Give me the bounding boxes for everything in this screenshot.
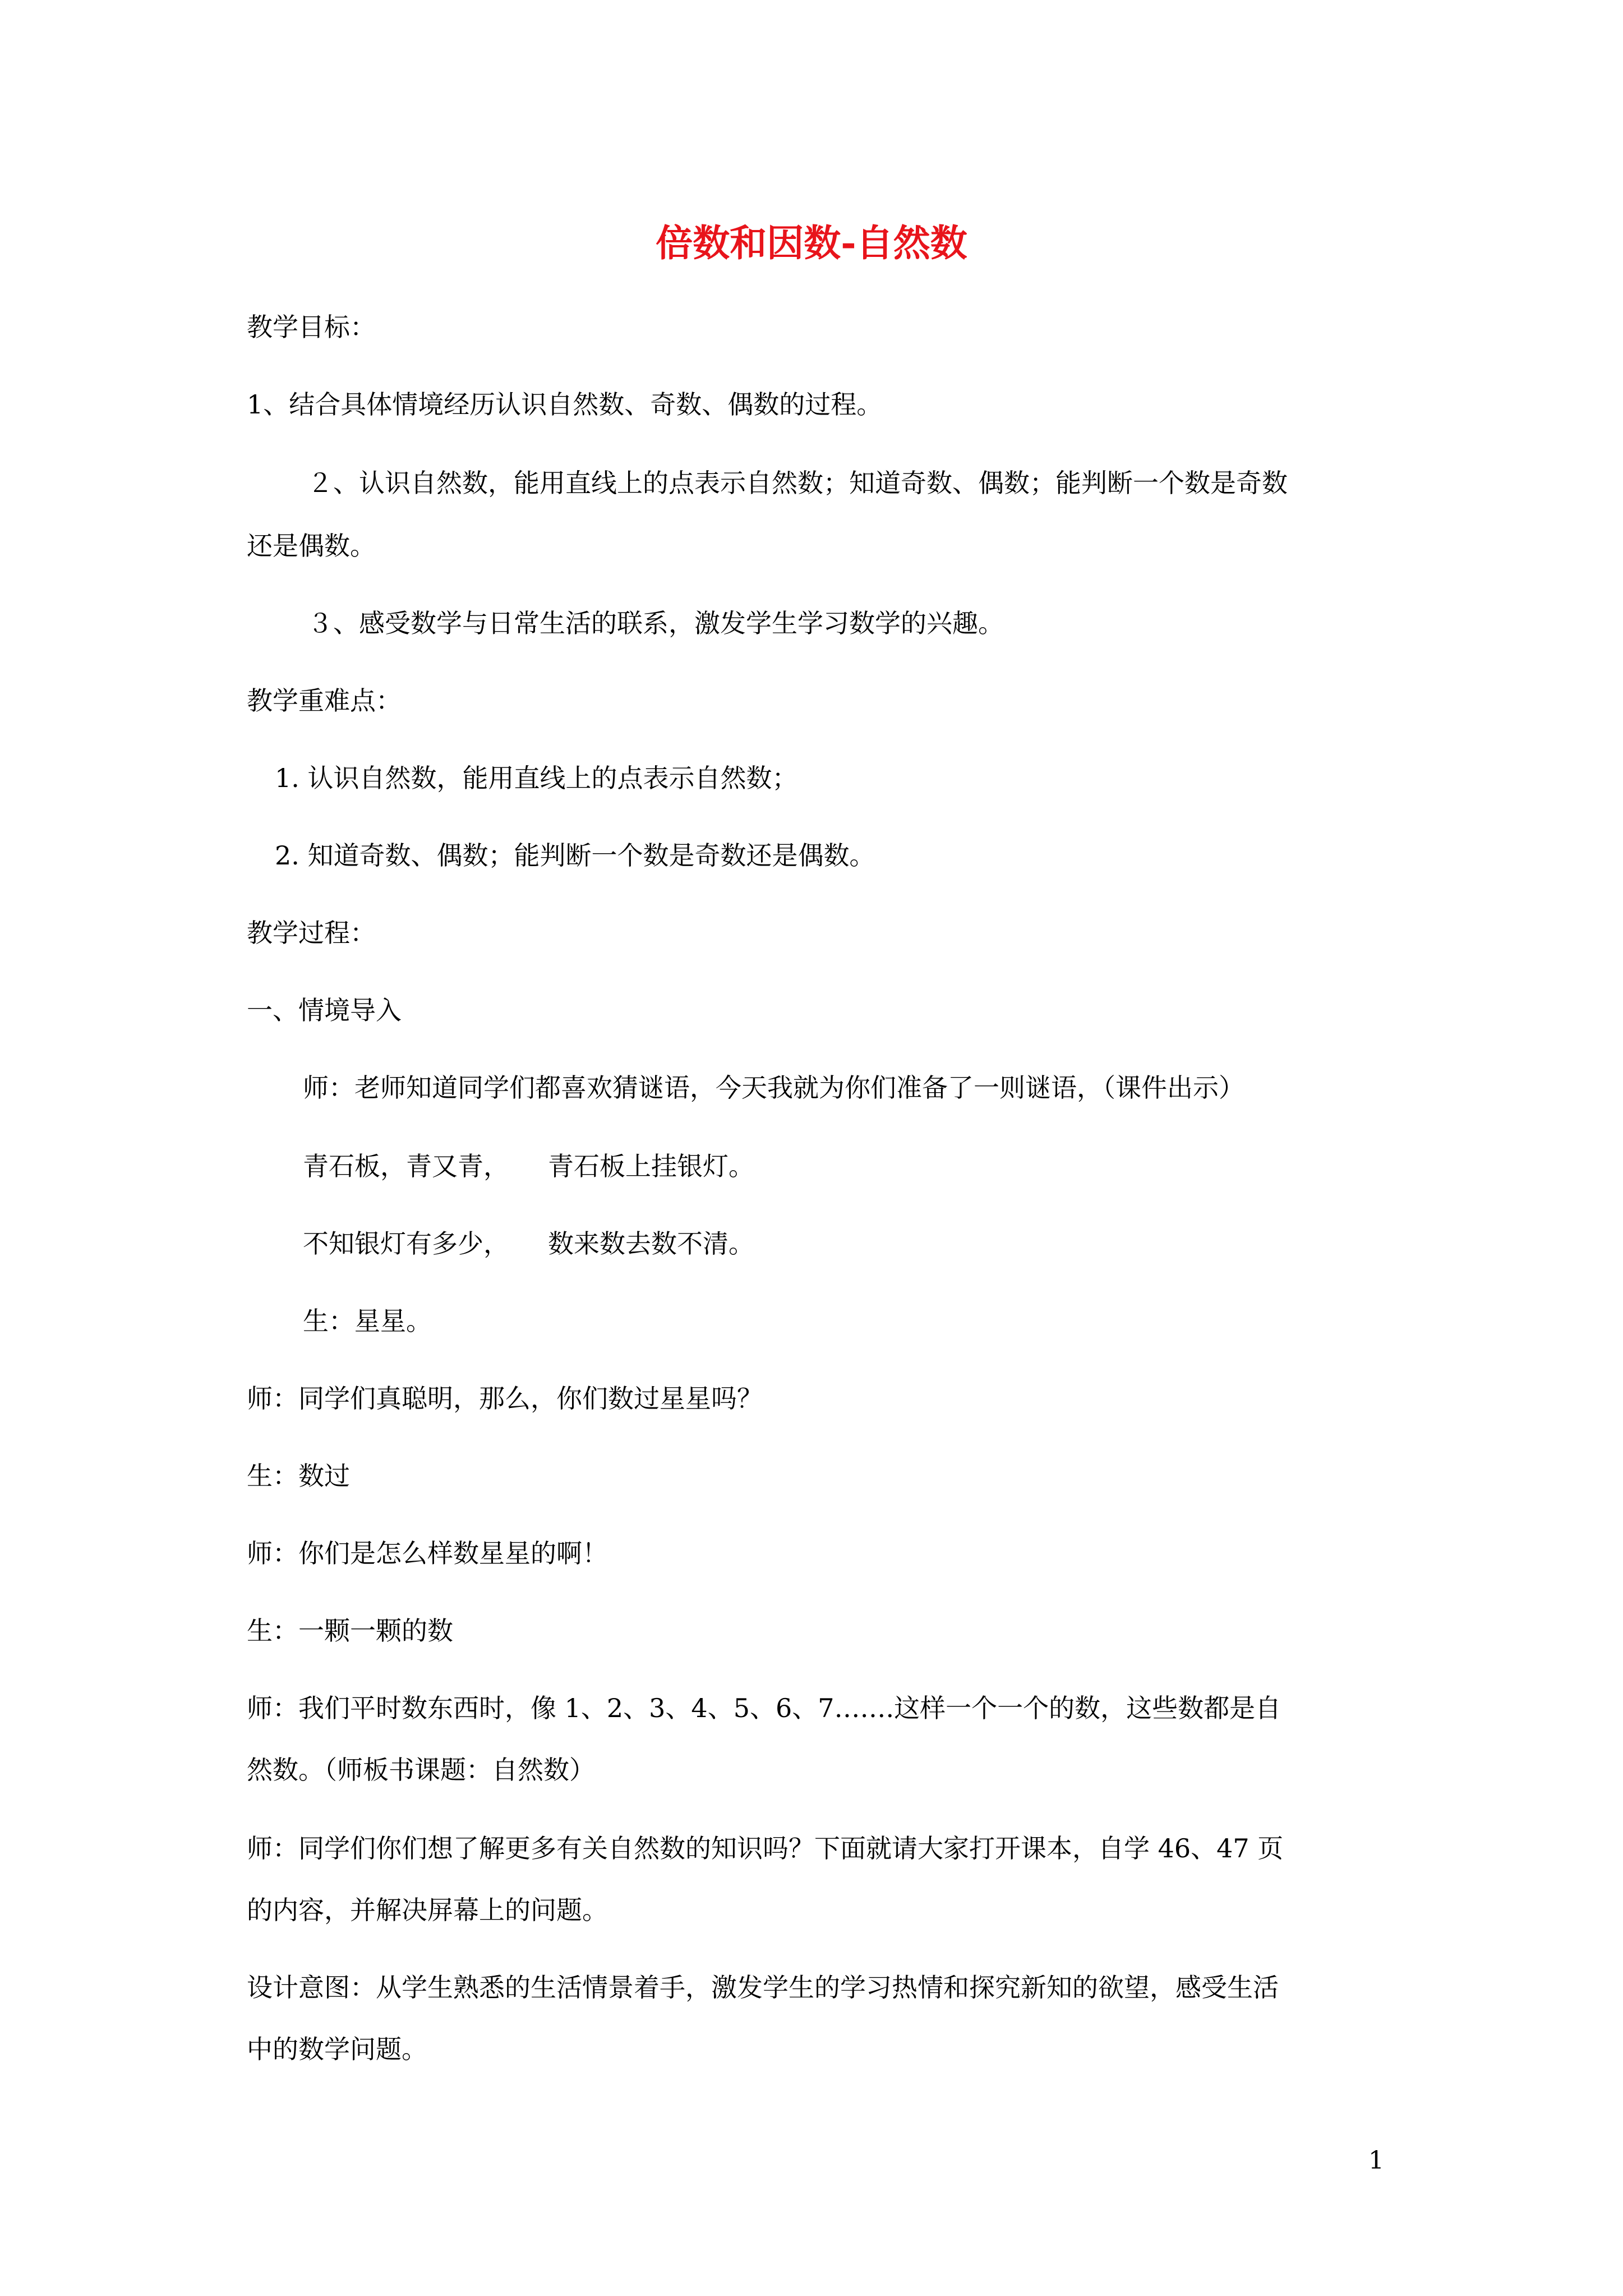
riddle-line: 不知银灯有多少， 数来数去数不清。 [303, 1228, 754, 1259]
design-intent: 设计意图：从学生熟悉的生活情景着手，激发学生的学习热情和探究新知的欲望，感受生活 [247, 1972, 1279, 2003]
dialogue-line: 生：星星。 [303, 1306, 432, 1336]
dialogue-line-continuation: 的内容，并解决屏幕上的问题。 [247, 1895, 608, 1925]
dialogue-line: 生：一颗一颗的数 [247, 1616, 453, 1646]
dialogue-line: 师：我们平时数东西时，像 1、2、3、4、5、6、7…….这样一个一个的数，这些数都是自 [247, 1693, 1281, 1723]
goal-item-2-continuation: 还是偶数。 [247, 531, 376, 561]
process-heading: 教学过程： [247, 918, 376, 948]
riddle-line: 青石板，青又青， 青石板上挂银灯。 [303, 1151, 754, 1181]
dialogue-line: 师：你们是怎么样数星星的啊！ [247, 1538, 608, 1568]
document-title: 倍数和因数-自然数 [656, 221, 967, 265]
key-point-1: 1. 认识自然数，能用直线上的点表示自然数； [275, 763, 798, 793]
dialogue-line: 师：同学们真聪明，那么，你们数过星星吗？ [247, 1383, 763, 1414]
dialogue-line-continuation: 然数。（师板书课题：自然数） [247, 1755, 595, 1785]
section-1-heading: 一、情境导入 [247, 995, 402, 1025]
goal-item-1: 1、结合具体情境经历认识自然数、奇数、偶数的过程。 [247, 389, 883, 420]
dialogue-line: 师：老师知道同学们都喜欢猜谜语，今天我就为你们准备了一则谜语，（课件出示） [303, 1073, 1244, 1103]
dialogue-line: 生：数过 [247, 1461, 350, 1491]
design-intent-continuation: 中的数学问题。 [247, 2034, 427, 2064]
dialogue-line: 师：同学们你们想了解更多有关自然数的知识吗？下面就请大家打开课本，自学 46、47 页 [247, 1833, 1284, 1864]
page-number: 1 [1368, 2146, 1384, 2175]
key-point-2: 2. 知道奇数、偶数；能判断一个数是奇数还是偶数。 [275, 840, 875, 871]
teaching-goals-heading: 教学目标： [247, 312, 376, 342]
key-points-heading: 教学重难点： [247, 685, 402, 716]
goal-item-2: ２、认识自然数，能用直线上的点表示自然数；知道奇数、偶数；能判断一个数是奇数 [307, 468, 1288, 498]
goal-item-3: ３、感受数学与日常生活的联系，激发学生学习数学的兴趣。 [307, 608, 1004, 638]
